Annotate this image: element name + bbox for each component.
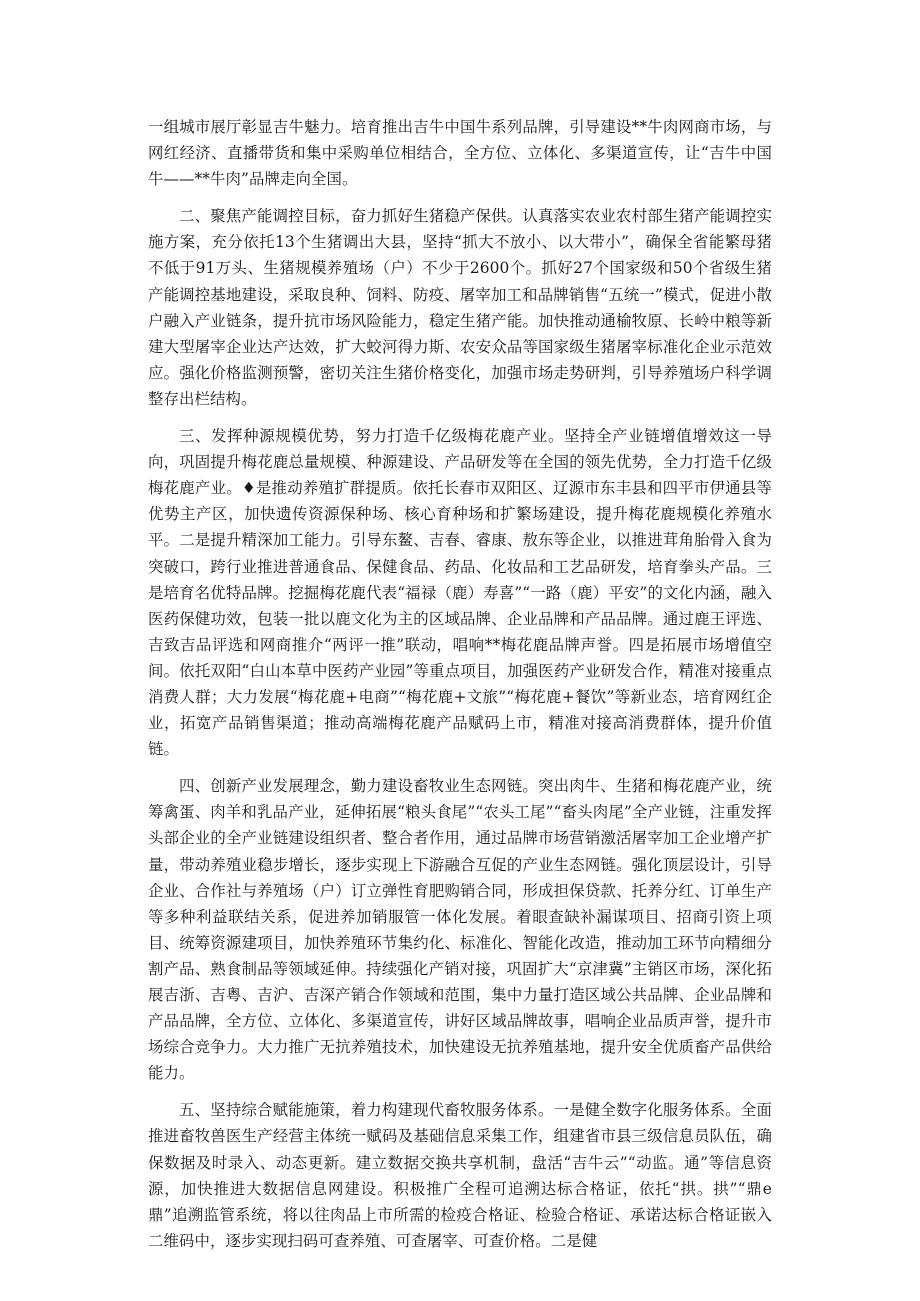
paragraph-section-5-service-system: 五、坚持综合赋能施策，着力构建现代畜牧服务体系。一是健全数字化服务体系。全面推进畜牧兽医生产经营主体统一赋码及基础信息采集工作，组建省市县三级信息员队伍，确保数据及时录入、动态更新。建立数据交换共享机制，盘活“吉牛云”“动监。通”等信息资源，加快推进大数据信息网建设。积极推广全程可追溯达标合格证，依托“拱。拱”“鼎e鼎”追溯监管系统，将以往肉品上市所需的检疫合格证、检验合格证、承诺达标合格证嵌入二维码中，逐步实现扫码可查养殖、可查屠宰、可查价格。二是健 [148,1101,772,1250]
paragraph-continuation: 一组城市展厅彰显吉牛魅力。培育推出吉牛中国牛系列品牌，引导建设**牛肉网商市场，与网红经济、直播带货和集中采购单位相结合，全方位、立体化、多渠道宣传，让“吉牛中国牛——**牛肉”品牌走向全国。 [148,118,772,189]
paragraph-section-2-pig-production: 二、聚焦产能调控目标，奋力抓好生猪稳产保供。认真落实农业农村部生猪产能调控实施方案，充分依托13个生猪调出大县，坚持“抓大不放小、以大带小”，确保全省能繁母猪不低于91万头、生猪规模养殖场（户）不少于2600个。抓好27个国家级和50个省级生猪产能调控基地建设，采取良种、饲料、防疫、屠宰加工和品牌销售“五统一”模式，促进小散户融入产业链条，提升抗市场风险能力，稳定生猪产能。加快推动通榆牧原、长岭中粮等新建大型屠宰企业达产达效，扩大蛟河得力斯、农安众品等国家级生猪屠宰标准化企业示范效应。强化价格监测预警，密切关注生猪价格变化，加强市场走势研判，引导养殖场户科学调整存出栏结构。 [148,207,772,408]
document-body [148,114,772,1265]
paragraph-section-4-ecological-chain: 四、创新产业发展理念，勤力建设畜牧业生态网链。突出肉牛、生猪和梅花鹿产业，统筹禽蛋、肉羊和乳品产业，延伸拓展“粮头食尾”“农头工尾”“畜头肉尾”全产业链，注重发挥头部企业的全产业链建设组织者、整合者作用，通过品牌市场营销激活屠宰加工企业增产扩量，带动养殖业稳步增长，逐步实现上下游融合互促的产业生态网链。强化顶层设计，引导企业、合作社与养殖场（户）订立弹性育肥购销合同，形成担保贷款、托养分红、订单生产等多种利益联结关系，促进养加销服管一体化发展。着眼查缺补漏谋项目、招商引资上项目、统筹资源建项目，加快养殖环节集约化、标准化、智能化改造，推动加工环节向精细分割产品、熟食制品等领域延伸。持续强化产销对接，巩固扩大“京津冀”主销区市场，深化拓展吉浙、吉粤、吉沪、吉深产销合作领域和范围，集中力量打造区域公共品牌、企业品牌和产品品牌，全方位、立体化、多渠道宣传，讲好区域品牌故事，唱响企业品质声誉，提升市场综合竞争力。大力推广无抗养殖技术，加快建设无抗养殖基地，提升安全优质畜产品供给能力。 [148,777,772,1083]
paragraph-section-3-sika-deer: 三、发挥种源规模优势，努力打造千亿级梅花鹿产业。坚持全产业链增值增效这一导向，巩固提升梅花鹿总量规模、种源建设、产品研发等在全国的领先优势，全力打造千亿级梅花鹿产业。♦是推动养殖扩群提质。依托长春市双阳区、辽源市东丰县和四平市伊通县等优势主产区，加快遗传资源保种场、核心育种场和扩繁场建设，提升梅花鹿规模化养殖水平。二是提升精深加工能力。引导东鳌、吉春、睿康、敖东等企业，以推进茸角胎骨入食为突破口，跨行业推进普通食品、保健食品、药品、化妆品和工艺品研发，培育拳头产品。三是培育名优特品牌。挖掘梅花鹿代表“福禄（鹿）寿喜”“一路（鹿）平安”的文化内涵，融入医药保健功效，包装一批以鹿文化为主的区域品牌、企业品牌和产品品牌。通过鹿王评选、吉致吉品评选和网商推介“两评一推”联动，唱响**梅花鹿品牌声誉。四是拓展市场增值空间。依托双阳“白山本草中医药产业园”等重点项目，加强医药产业研发合作，精准对接重点消费人群；大力发展“梅花鹿+电商”“梅花鹿+文旅”“梅花鹿+餐饮”等新业态，培育网红企业，拓宽产品销售渠道；推动高端梅花鹿产品赋码上市，精准对接高消费群体，提升价值链。 [148,427,772,759]
